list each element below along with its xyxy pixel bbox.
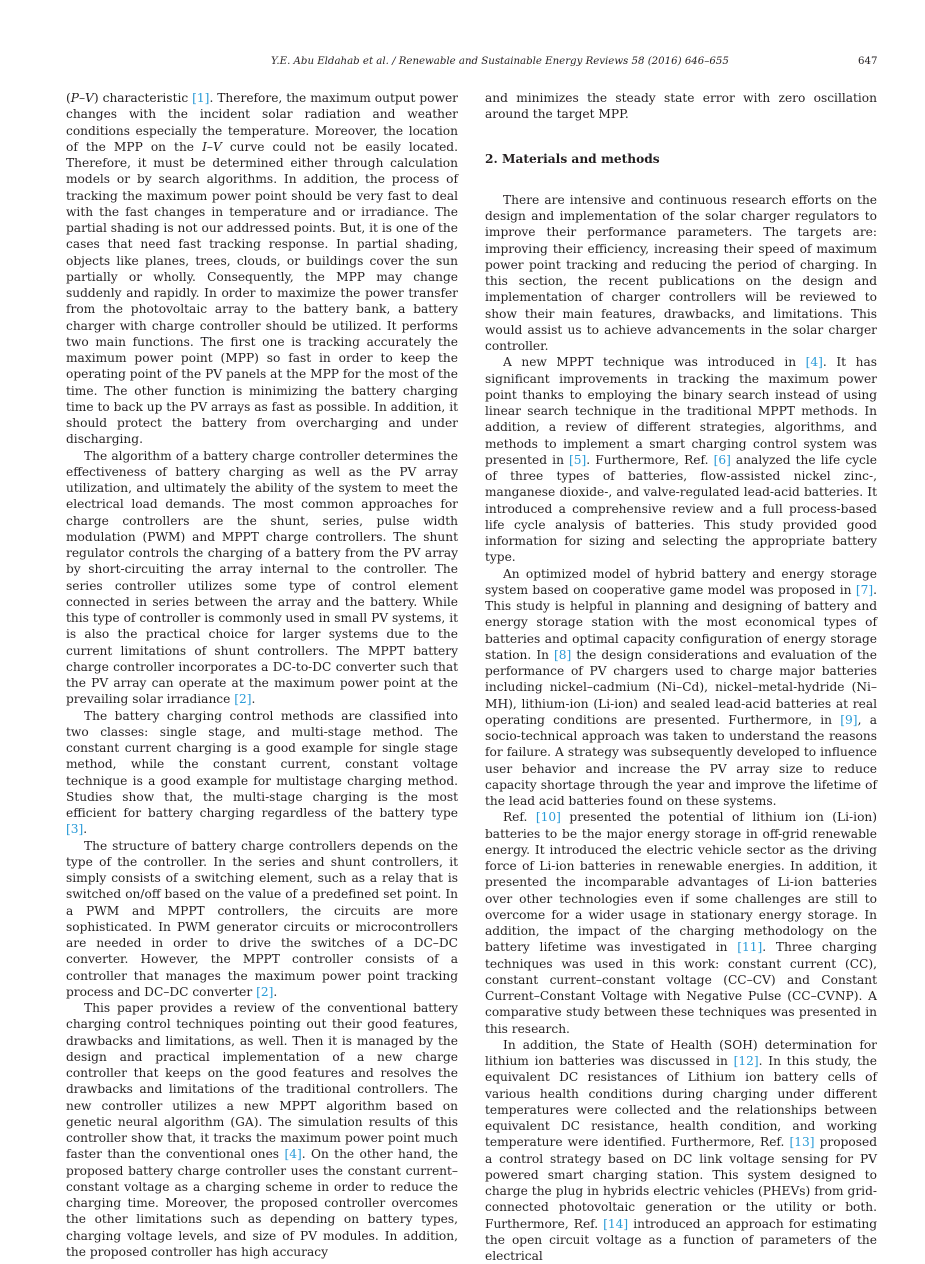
citation-link[interactable]: [9]	[840, 712, 858, 727]
citation-link[interactable]: [4]	[284, 1147, 302, 1162]
paragraph: The structure of battery charge controllers depends on the type of the controller. In the series and shunt controllers, it simply consists of a switching element, such as a relay that is switched on/off based on the value of a predefined set point. In a PWM and MPPT controllers, the circuits are more sophisticated. In PWM generator circuits or microcontrollers are needed in order to drive the switches of a DC–DC converter. However, the MPPT controller consists of a controller that manages the maximum power point tracking process and DC–DC converter [2].	[66, 838, 458, 999]
paragraph: (P–V) characteristic [1]. Therefore, the maximum output power changes with the incident solar radiation and weather conditions especially the temperature. Moreover, the location of the MPP on the I–V curve could not be easily located. Therefore, it must be determined either through calculation models or by search algorithms. In addition, the process of tracking the maximum power point should be very fast to deal with the fast changes in temperature and or irradiance. The partial shading is not our addressed points. But, it is one of the cases that need fast tracking response. In partial shading, objects like planes, trees, clouds, or buildings cover the sun partially or wholly. Consequently, the MPP may change suddenly and rapidly. In order to maximize the power transfer from the photovoltaic array to the battery bank, a battery charger with charge controller should be utilized. It performs two main functions. The first one is tracking accurately the maximum power point (MPP) so fast in order to keep the operating point of the PV panels at the MPP for the most of the time. The other function is minimizing the battery charging time to back up the PV arrays as fast as possible. In addition, it should protect the battery from overcharging and under discharging.	[66, 91, 458, 447]
citation-link[interactable]: [2]	[234, 692, 252, 707]
citation-link[interactable]: [10]	[535, 810, 561, 825]
citation-link[interactable]: [14]	[603, 1216, 629, 1231]
paragraph: The algorithm of a battery charge controller determines the effectiveness of battery charging as well as the PV array utilization, and ultimately the ability of the system to meet the electrical load demands. The most common approaches for charge controllers are the shunt, series, pulse width modulation (PWM) and MPPT charge controllers. The shunt regulator controls the charging of a battery from the PV array by short-circuiting the array internal to the controller. The series controller utilizes some type of control element connected in series between the array and the battery. While this type of controller is commonly used in small PV systems, it is also the practical choice for larger systems due to the current limitations of shunt controllers. The MPPT battery charge controller incorporates a DC-to-DC converter such that the PV array can operate at the maximum power point at the prevailing solar irradiance [2].	[66, 448, 458, 707]
paragraph: An optimized model of hybrid battery and energy storage system based on cooperative game model was proposed in [7]. This study is helpful in planning and designing of battery and energy storage station with the most economical types of batteries and optimal capacity configuration of energy storage station. In [8] the design considerations and evaluation of the performance of PV chargers used to charge major batteries including nickel–cadmium (Ni–Cd), nickel–metal-hydride (Ni–MH), lithium-ion (Li-ion) and sealed lead-acid batteries at real operating conditions are presented. Furthermore, in [9], a socio-technical approach was taken to understand the reasons for failure. A strategy was subsequently developed to influence user behavior and increase the PV array size to reduce capacity shortage through the year and improve the lifetime of the lead acid batteries found on these systems.	[485, 566, 877, 808]
paragraph: This paper provides a review of the conventional battery charging control techniques pointing out their good features, drawbacks and limitations, as well. Then it is managed by the design and practical implementation of a new charge controller that keeps on the good features and resolves the drawbacks and limitations of the traditional controllers. The new controller utilizes a new MPPT algorithm based on genetic neural algorithm (GA). The simulation results of this controller show that, it tracks the maximum power point much faster than the conventional ones [4]. On the other hand, the proposed battery charge controller uses the constant current–constant voltage as a charging scheme in order to reduce the charging time. Moreover, the proposed controller overcomes the other limitations such as depending on battery types, charging voltage levels, and size of PV modules. In addition, the proposed controller has high accuracy	[66, 1001, 458, 1259]
paragraph: The battery charging control methods are classified into two classes: single stage, and multi-stage method. The constant current charging is a good example for single stage method, while the constant current, constant voltage technique is a good example for multistage charging method. Studies show that, the multi-stage charging is the most efficient for battery charging regardless of the battery type [3].	[66, 708, 458, 837]
paragraph: There are intensive and continuous research efforts on the design and implementation of the solar charger regulators to improve their performance parameters. The targets are: improving their efficiency, increasing their speed of maximum power point tracking and reducing the period of charging. In this section, the recent publications on the design and implementation of charger controllers will be reviewed to show their main features, drawbacks, and limitations. This would assist us to achieve advancements in the solar charger controller.	[485, 192, 877, 353]
paragraph: A new MPPT technique was introduced in [4]. It has significant improvements in tracking the maximum power point thanks to employing the binary search instead of using linear search technique in the traditional MPPT methods. In addition, a review of different strategies, algorithms, and methods to implement a smart charging control system was presented in [5]. Furthermore, Ref. [6] analyzed the life cycle of three types of batteries, flow-assisted nickel zinc-, manganese dioxide-, and valve-regulated lead-acid batteries. It introduced a comprehensive review and a full process-based life cycle analysis of batteries. This study provided good information for sizing and selecting the appropriate battery type.	[485, 355, 877, 565]
citation-link[interactable]: [2]	[256, 984, 274, 999]
citation-link[interactable]: [1]	[192, 91, 210, 105]
citation-link[interactable]: [8]	[554, 647, 572, 662]
paragraph: In addition, the State of Health (SOH) determination for lithium ion batteries was discussed in [12]. In this study, the equivalent DC resistances of Lithium ion battery cells of various health conditions during charging under different temperatures were collected and the relationships between equivalent DC resistance, health condition, and working temperature were identified. Furthermore, Ref. [13] proposed a control strategy based on DC link voltage sensing for PV powered smart charging station. This system designed to charge the plug in hybrids electric vehicles (PHEVs) from grid-connected photovoltaic generation or the utility or both. Furthermore, Ref. [14] introduced an approach for estimating the open circuit voltage as a function of parameters of the electrical	[485, 1037, 878, 1263]
running-header	[0, 56, 925, 70]
citation-link[interactable]: [13]	[789, 1135, 815, 1150]
page-number: 647	[858, 56, 878, 67]
paragraph: and minimizes the steady state error with zero oscillation around the target MPP.	[485, 91, 877, 122]
citation-link[interactable]: [4]	[805, 355, 823, 370]
paragraph: Ref. [10] presented the potential of lithium ion (Li-ion) batteries to be the major energy storage in off-grid renewable energy. It introduced the electric vehicle sector as the driving force of Li-ion batteries in renewable energies. In addition, it presented the incomparable advantages of Li-ion batteries over other technologies even if some challenges are still to overcome for a wider usage in stationary energy storage. In addition, the impact of the charging methodology on the battery lifetime was investigated in [11]. Three charging techniques was used in this work: constant current (CC), constant current–constant voltage (CC–CV) and Constant Current–Constant Voltage with Negative Pulse (CC–CVNP). A comparative study between these techniques was presented in this research.	[485, 810, 878, 1036]
right-column	[485, 90, 877, 1264]
running-title: Y.E. Abu Eldahab et al. / Renewable and Sustainable Energy Reviews 58 (2016) 646–655	[271, 56, 729, 67]
citation-link[interactable]: [6]	[713, 452, 731, 467]
section-heading: 2. Materials and methods	[485, 151, 660, 166]
citation-link[interactable]: [7]	[855, 582, 874, 597]
citation-link[interactable]: [3]	[66, 822, 84, 837]
left-column	[66, 90, 458, 1260]
citation-link[interactable]: [5]	[569, 452, 587, 467]
citation-link[interactable]: [12]	[733, 1054, 759, 1068]
citation-link[interactable]: [11]	[737, 940, 763, 955]
